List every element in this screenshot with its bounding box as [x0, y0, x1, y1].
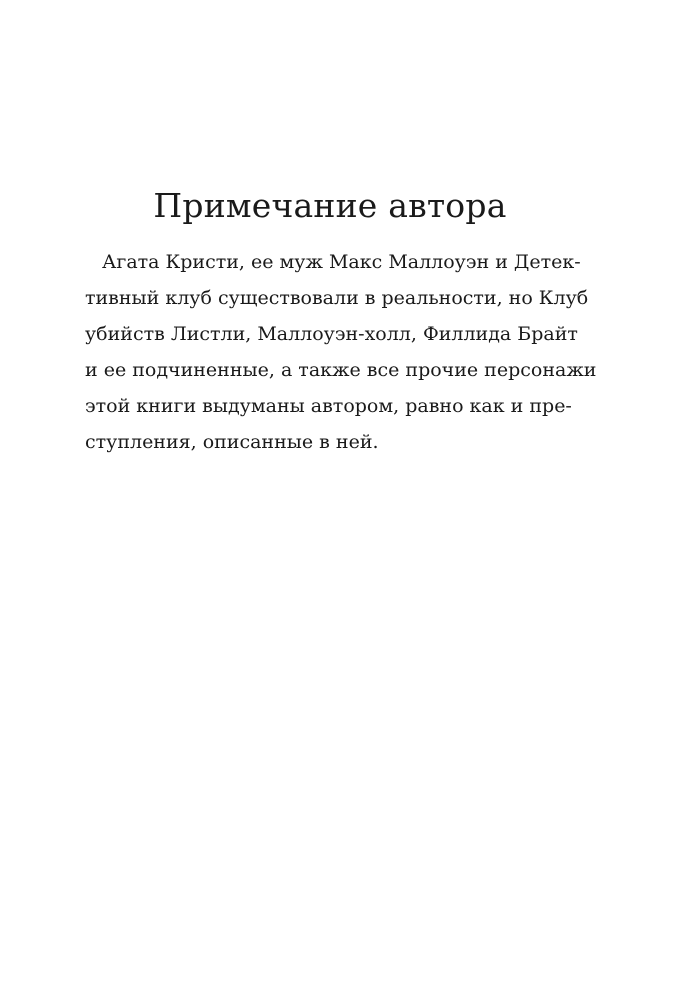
paragraph-line: Агата Кристи, ее муж Макс Маллоуэн и Детек- — [102, 251, 581, 273]
paragraph-line: и ее подчиненные, а также все прочие персонажи — [85, 359, 597, 381]
author-note-paragraph — [85, 244, 597, 460]
paragraph-line: этой книги выдуманы автором, равно как и пре- — [85, 395, 572, 417]
paragraph-line: тивный клуб существовали в реальности, но Клуб — [85, 287, 589, 309]
paragraph-line: убийств Листли, Маллоуэн-холл, Филлида Брайт — [85, 323, 578, 345]
page-title: Примечание автора — [153, 186, 507, 225]
paragraph-line: ступления, описанные в ней. — [85, 431, 379, 453]
